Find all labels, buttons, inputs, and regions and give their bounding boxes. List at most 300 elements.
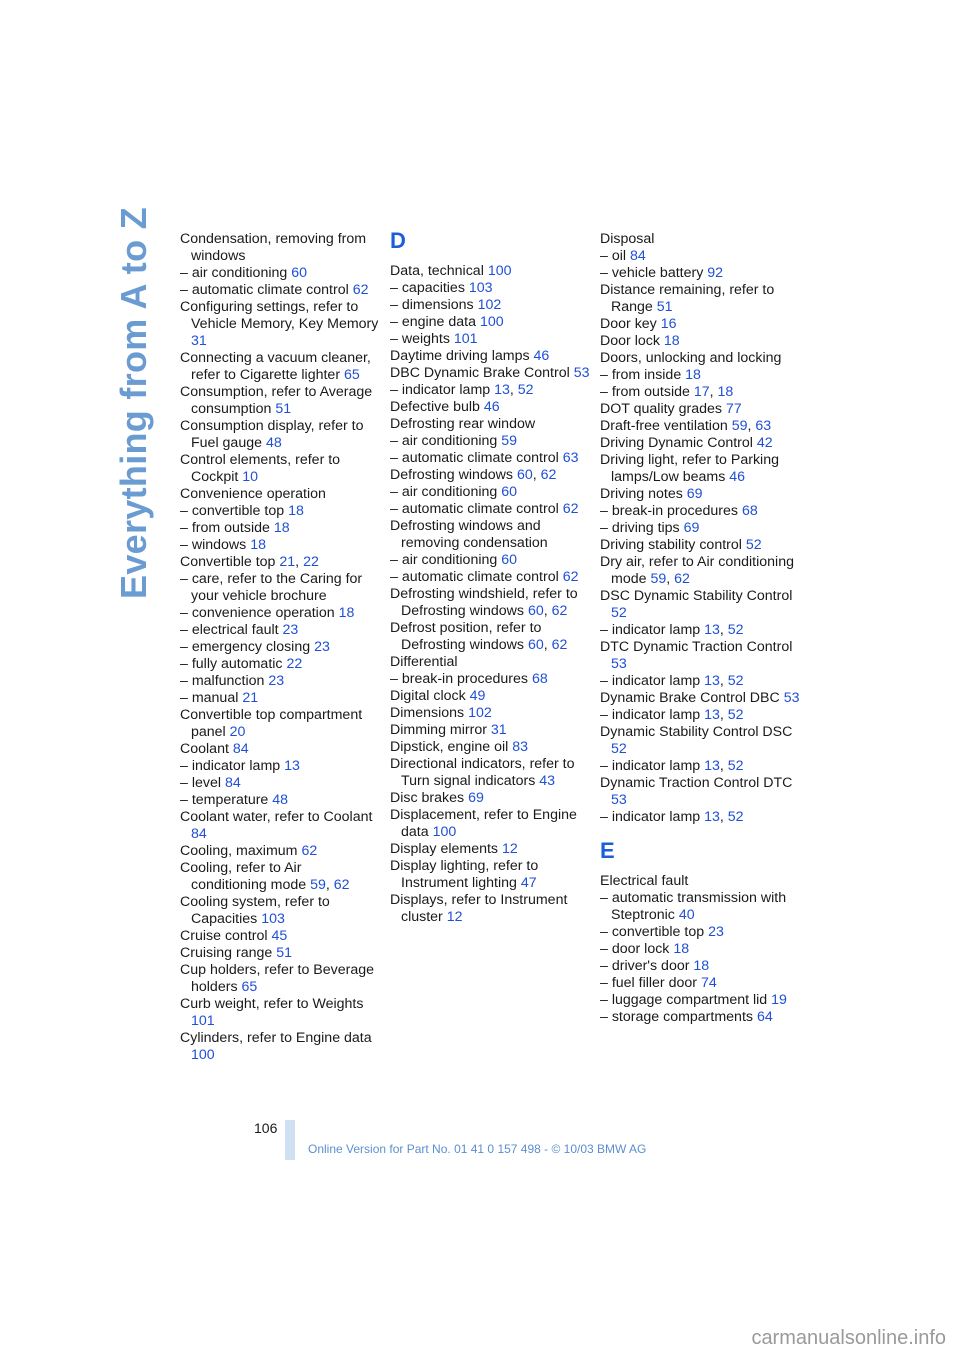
page-reference-link[interactable]: 45 <box>271 928 288 944</box>
index-entry <box>390 654 590 671</box>
page-reference-link[interactable]: 60 <box>291 265 307 281</box>
index-entry-text: Curb weight, refer to Weights <box>180 996 364 1012</box>
page-reference-link[interactable]: 62 <box>674 571 690 587</box>
index-entry-text: DOT quality grades <box>600 401 722 417</box>
page-reference-link[interactable]: 64 <box>756 1009 773 1025</box>
index-entry-text: – level <box>180 775 222 791</box>
page-reference-link[interactable]: 13 <box>704 758 720 774</box>
index-entry-text: – air conditioning <box>390 484 498 500</box>
page-reference-link[interactable]: 59 <box>310 877 326 893</box>
page-reference-link[interactable]: 102 <box>477 297 502 313</box>
index-entry <box>600 588 800 622</box>
page-reference-link[interactable]: 43 <box>539 773 556 789</box>
index-entry <box>390 739 590 756</box>
index-entry-text: Cooling system, refer to Capacities <box>180 894 330 927</box>
index-entry <box>390 399 590 416</box>
page-reference-link[interactable]: 101 <box>191 1013 215 1029</box>
page-reference-link[interactable]: 52 <box>727 758 744 774</box>
index-entry-text: Cruise control <box>180 928 268 944</box>
index-entry-text: Driving stability control <box>600 537 742 553</box>
page-reference-link[interactable]: 31 <box>490 722 507 738</box>
index-entry-text: Dynamic Stability Control DSC <box>600 724 793 740</box>
index-entry-text: – indicator lamp <box>600 809 701 825</box>
index-entry-text: – indicator lamp <box>600 707 701 723</box>
page-reference-link[interactable]: 53 <box>783 690 800 706</box>
page-reference-link[interactable]: 13 <box>704 622 720 638</box>
page-reference-link[interactable]: 63 <box>755 418 772 434</box>
index-entry-text: – engine data <box>390 314 476 330</box>
index-entry <box>390 501 590 518</box>
page-reference-link[interactable]: 19 <box>771 992 787 1008</box>
page-reference-link[interactable]: 18 <box>288 503 304 519</box>
index-entry-text: Cylinders, refer to Engine data <box>180 1030 372 1046</box>
index-entry-text: – air conditioning <box>390 433 498 449</box>
index-entry <box>390 365 590 382</box>
index-entry <box>180 758 380 775</box>
index-entry <box>390 790 590 807</box>
page-reference-link[interactable]: 23 <box>282 622 299 638</box>
index-entry-text: Cup holders, refer to Beverage holders <box>180 962 375 995</box>
page-reference-link[interactable]: 53 <box>573 365 590 381</box>
index-entry <box>600 992 800 1009</box>
index-entry-text: – automatic transmission with Steptronic <box>600 890 787 923</box>
page-reference-link[interactable]: 83 <box>512 739 529 755</box>
watermark: carmanualsonline.info <box>751 1327 946 1349</box>
index-entry-text: Dry air, refer to Air conditioning mode <box>600 554 794 587</box>
index-entry <box>180 843 380 860</box>
index-entry <box>180 792 380 809</box>
page-reference-link[interactable]: 52 <box>745 537 762 553</box>
index-entry-text: – vehicle battery <box>600 265 704 281</box>
index-entry-text: – luggage compartment lid <box>600 992 768 1008</box>
index-entry: – indicator lamp 13, 52 <box>600 673 744 689</box>
page-reference-link[interactable]: 48 <box>265 435 282 451</box>
index-entry <box>180 928 380 945</box>
footer-version-note: Online Version for Part No. 01 41 0 157 498 - © 10/03 BMW AG <box>308 1142 647 1156</box>
page-reference-link[interactable]: 12 <box>446 909 463 925</box>
page-reference-link[interactable]: 100 <box>487 263 512 279</box>
page-reference-link[interactable]: 60 <box>527 603 544 619</box>
page-reference-link[interactable]: 92 <box>707 265 724 281</box>
page-reference-link[interactable]: 13 <box>494 382 510 398</box>
index-entry-text: – from outside <box>180 520 270 536</box>
page-reference-link[interactable]: 31 <box>191 333 207 349</box>
index-entry <box>180 265 380 282</box>
index-entry-text: Defrosting rear window <box>390 416 536 432</box>
page-reference-link[interactable]: 52 <box>727 707 744 723</box>
page-reference-link[interactable]: 23 <box>268 673 285 689</box>
index-entry: Draft-free ventilation 59, 63 <box>600 418 772 434</box>
page-reference-link[interactable]: 51 <box>275 401 292 417</box>
index-entry <box>600 537 800 554</box>
index-entry-text: – automatic climate control <box>390 501 559 517</box>
page-reference-link[interactable]: 103 <box>468 280 493 296</box>
page-reference-link[interactable]: 13 <box>704 809 720 825</box>
page-number: 106 <box>254 1120 278 1136</box>
index-entry <box>390 722 590 739</box>
index-entry-text: Dimming mirror <box>390 722 487 738</box>
page-reference-link[interactable]: 59 <box>650 571 667 587</box>
index-entry-text: – convertible top <box>180 503 285 519</box>
index-entry-text: Daytime driving lamps <box>390 348 530 364</box>
index-entry-text: Door lock <box>600 333 660 349</box>
page-reference-link[interactable]: 65 <box>344 367 360 383</box>
index-entry <box>180 690 380 707</box>
index-entry <box>600 231 800 248</box>
index-entry-text: – indicator lamp <box>600 673 701 689</box>
page-reference-link[interactable]: 51 <box>656 299 673 315</box>
index-entry <box>180 639 380 656</box>
index-entry <box>390 688 590 705</box>
page-reference-link[interactable]: 22 <box>303 554 319 570</box>
page-reference-link[interactable]: 68 <box>531 671 548 687</box>
index-entry <box>180 741 380 758</box>
page-reference-link[interactable]: 16 <box>660 316 677 332</box>
page-reference-link[interactable]: 52 <box>727 809 744 825</box>
page-reference-link[interactable]: 22 <box>286 656 303 672</box>
page-reference-link[interactable]: 62 <box>551 637 568 653</box>
index-entry-text: – manual <box>180 690 239 706</box>
index-entry-text: Cooling, refer to Air conditioning mode <box>180 860 307 893</box>
index-entry-text: Defrosting windows <box>390 467 514 483</box>
index-entry: Defrost position, refer to Defrosting windows 60, 62 <box>390 620 568 653</box>
index-entry-text: Dipstick, engine oil <box>390 739 509 755</box>
page-reference-link[interactable]: 59 <box>501 433 517 449</box>
index-entry-text: – from outside <box>600 384 690 400</box>
index-entry <box>180 707 380 741</box>
index-entry: – indicator lamp 13, 52 <box>390 382 534 398</box>
index-entry-text: – fuel filler door <box>600 975 697 991</box>
page-reference-link[interactable]: 60 <box>501 484 517 500</box>
index-entry-text: – indicator lamp <box>390 382 491 398</box>
index-entry-text: – convertible top <box>600 924 705 940</box>
index-entry-text: – air conditioning <box>180 265 288 281</box>
page-reference-link[interactable]: 21 <box>242 690 259 706</box>
index-entry-text: Coolant water, refer to Coolant <box>180 809 373 825</box>
index-entry-text: Defrost position, refer to Defrosting windows <box>390 620 542 653</box>
index-entry <box>600 350 800 367</box>
page-reference-link[interactable]: 18 <box>673 941 690 957</box>
index-entry-text: Driving Dynamic Control <box>600 435 753 451</box>
index-entry <box>180 673 380 690</box>
page-reference-link[interactable]: 53 <box>611 792 627 808</box>
index-entry: – indicator lamp 13, 52 <box>600 707 744 723</box>
index-entry-text: – electrical fault <box>180 622 279 638</box>
page-reference-link[interactable]: 102 <box>468 705 492 721</box>
page-reference-link[interactable]: 18 <box>717 384 734 400</box>
page-reference-link[interactable]: 18 <box>693 958 710 974</box>
index-entry-text: – indicator lamp <box>600 758 701 774</box>
page-reference-link[interactable]: 65 <box>241 979 258 995</box>
index-entry: Defrosting windows 60, 62 <box>390 467 557 483</box>
page-reference-link[interactable]: 52 <box>727 622 744 638</box>
index-entry-text: Convenience operation <box>180 486 326 502</box>
index-entry <box>390 671 590 688</box>
index-entry <box>390 756 590 790</box>
page-reference-link[interactable]: 40 <box>678 907 695 923</box>
index-entry-text: Cruising range <box>180 945 273 961</box>
page-reference-link[interactable]: 18 <box>273 520 290 536</box>
index-entry <box>600 401 800 418</box>
page-reference-link[interactable]: 13 <box>704 707 720 723</box>
section-side-title <box>94 207 174 599</box>
index-entry-text: Defective bulb <box>390 399 480 415</box>
page-reference-link[interactable]: 59 <box>731 418 748 434</box>
index-entry <box>600 958 800 975</box>
index-entry <box>180 350 380 384</box>
index-entry-text: Draft-free ventilation <box>600 418 728 434</box>
footer-accent-bar <box>285 1120 295 1160</box>
index-entry <box>600 520 800 537</box>
index-entry <box>600 435 800 452</box>
page-reference-link[interactable]: 20 <box>229 724 246 740</box>
index-entry <box>390 263 590 280</box>
index-entry <box>390 892 590 926</box>
page-reference-link[interactable]: 21 <box>279 554 296 570</box>
page-reference-link[interactable]: 100 <box>479 314 504 330</box>
page-reference-link[interactable]: 62 <box>352 282 369 298</box>
page-reference-link[interactable]: 23 <box>708 924 724 940</box>
index-entry-text: Displays, refer to Instrument cluster <box>390 892 568 925</box>
index-entry: Dry air, refer to Air conditioning mode 59, 62 <box>600 554 794 587</box>
index-entry <box>390 569 590 586</box>
page-reference-link[interactable]: 52 <box>727 673 744 689</box>
index-entry-text: – air conditioning <box>390 552 498 568</box>
index-entry-text: – malfunction <box>180 673 265 689</box>
page-reference-link[interactable]: 84 <box>629 248 646 264</box>
index-entry-text: – temperature <box>180 792 269 808</box>
page-reference-link[interactable]: 100 <box>432 824 457 840</box>
page-reference-link[interactable]: 10 <box>242 469 259 485</box>
index-entry <box>600 890 800 924</box>
page-reference-link[interactable]: 69 <box>468 790 484 806</box>
index-entry-text: Dynamic Brake Control DBC <box>600 690 780 706</box>
index-entry-text: Disc brakes <box>390 790 465 806</box>
index-entry-text: – oil <box>600 248 627 264</box>
page-reference-link[interactable]: 23 <box>314 639 330 655</box>
page-reference-link[interactable]: 100 <box>191 1047 215 1063</box>
index-entry <box>390 314 590 331</box>
page-reference-link[interactable]: 69 <box>683 520 700 536</box>
page-reference-link[interactable]: 49 <box>469 688 486 704</box>
index-entry <box>390 518 590 552</box>
index-entry-text: DBC Dynamic Brake Control <box>390 365 570 381</box>
index-entry <box>390 416 590 433</box>
page-reference-link[interactable]: 62 <box>301 843 318 859</box>
index-entry-text: – door lock <box>600 941 670 957</box>
page-reference-link[interactable]: 62 <box>562 501 579 517</box>
index-entry-text: Display elements <box>390 841 499 857</box>
index-entry-text: Coolant <box>180 741 229 757</box>
page-reference-link[interactable]: 18 <box>685 367 701 383</box>
page-reference-link[interactable]: 62 <box>333 877 350 893</box>
index-entry <box>180 299 380 350</box>
index-entry-text: – convenience operation <box>180 605 335 621</box>
index-entry <box>600 975 800 992</box>
index-entry <box>180 503 380 520</box>
index-entry-text: Control elements, refer to Cockpit <box>180 452 341 485</box>
index-entry <box>180 384 380 418</box>
index-column-3 <box>600 231 800 1026</box>
page-reference-link[interactable]: 52 <box>517 382 534 398</box>
index-entry <box>390 348 590 365</box>
index-column-2 <box>390 229 590 926</box>
index-entry-text: Consumption, refer to Average consumption <box>180 384 373 417</box>
page-reference-link[interactable]: 101 <box>453 331 478 347</box>
page-reference-link[interactable]: 103 <box>261 911 285 927</box>
index-entry-text: – break-in procedures <box>600 503 739 519</box>
index-entry <box>600 503 800 520</box>
index-entry <box>390 433 590 450</box>
index-entry-text: Door key <box>600 316 657 332</box>
index-entry-text: Dynamic Traction Control DTC <box>600 775 793 791</box>
page-reference-link[interactable]: 62 <box>540 467 557 483</box>
index-entry-text: Dimensions <box>390 705 465 721</box>
index-entry <box>390 807 590 841</box>
index-entry <box>600 775 800 809</box>
page-reference-link[interactable]: 18 <box>338 605 355 621</box>
index-entry-text: Disposal <box>600 231 655 247</box>
page-reference-link[interactable]: 53 <box>611 656 627 672</box>
page-reference-link[interactable]: 52 <box>611 741 627 757</box>
index-entry <box>180 486 380 503</box>
index-entry <box>600 367 800 384</box>
index-entry: – indicator lamp 13, 52 <box>600 809 744 825</box>
index-entry-text: Convertible top compartment panel <box>180 707 363 740</box>
index-entry <box>600 282 800 316</box>
section-letter: E <box>600 838 615 863</box>
index-entry-text: Differential <box>390 654 458 670</box>
page-reference-link[interactable]: 69 <box>686 486 703 502</box>
index-entry-text: Consumption display, refer to Fuel gauge <box>180 418 364 451</box>
page-reference-link[interactable]: 47 <box>520 875 537 891</box>
index-entry-text: Electrical fault <box>600 873 689 889</box>
index-column-1 <box>180 231 380 1064</box>
page-reference-link[interactable]: 60 <box>527 637 544 653</box>
index-entry-text: Doors, unlocking and locking <box>600 350 782 366</box>
page-reference-link[interactable]: 74 <box>700 975 717 991</box>
page-reference-link[interactable]: 46 <box>483 399 500 415</box>
page-reference-link[interactable]: 13 <box>704 673 720 689</box>
page-reference-link[interactable]: 84 <box>224 775 241 791</box>
index-entry-text: Configuring settings, refer to Vehicle Memory, Key Memory <box>180 299 379 332</box>
index-entry-text: DSC Dynamic Stability Control <box>600 588 793 604</box>
index-entry <box>180 605 380 622</box>
index-entry <box>390 450 590 467</box>
index-entry <box>600 248 800 265</box>
index-entry-text: Directional indicators, refer to Turn signal indicators <box>390 756 575 789</box>
page-reference-link[interactable]: 51 <box>276 945 293 961</box>
index-entry <box>600 452 800 486</box>
page-reference-link[interactable]: 17 <box>693 384 710 400</box>
page-reference-link[interactable]: 12 <box>501 841 518 857</box>
index-entry-text: Defrosting windows and removing condensation <box>390 518 548 551</box>
index-entry <box>180 418 380 452</box>
index-entry-text: Display lighting, refer to Instrument lighting <box>390 858 539 891</box>
index-entry <box>180 1030 380 1064</box>
index-entry <box>180 537 380 554</box>
index-entry-text: – break-in procedures <box>390 671 529 687</box>
index-entry-text: Convertible top <box>180 554 276 570</box>
page-reference-link[interactable]: 46 <box>729 469 746 485</box>
page-reference-link[interactable]: 84 <box>232 741 249 757</box>
index-entry-text: Cooling, maximum <box>180 843 298 859</box>
index-entry <box>390 858 590 892</box>
index-entry-text: – capacities <box>390 280 465 296</box>
index-entry <box>180 282 380 299</box>
index-entry <box>390 841 590 858</box>
page-reference-link[interactable]: 18 <box>663 333 680 349</box>
index-entry-text: Condensation, removing from windows <box>180 231 367 264</box>
index-entry-text: – storage compartments <box>600 1009 753 1025</box>
index-entry-text: Distance remaining, refer to Range <box>600 282 775 315</box>
index-entry <box>180 945 380 962</box>
index-entry <box>600 941 800 958</box>
page-reference-link[interactable]: 52 <box>611 605 627 621</box>
index-entry <box>600 690 800 707</box>
index-entry-text: Displacement, refer to Engine data <box>390 807 577 840</box>
index-entry-text: – indicator lamp <box>180 758 281 774</box>
index-entry <box>180 962 380 996</box>
index-entry-text: – driver's door <box>600 958 690 974</box>
page-reference-link[interactable]: 46 <box>533 348 550 364</box>
index-entry <box>180 775 380 792</box>
side-title-text: Everything from A to Z <box>113 207 155 599</box>
index-entry <box>600 924 800 941</box>
index-entry-text: Data, technical <box>390 263 484 279</box>
page-reference-link[interactable]: 62 <box>551 603 568 619</box>
index-entry-text: Defrosting windshield, refer to Defrosting windows <box>390 586 578 619</box>
index-entry-text: Connecting a vacuum cleaner, refer to Cigarette lighter <box>180 350 371 383</box>
index-entry <box>390 705 590 722</box>
page-reference-link[interactable]: 42 <box>756 435 773 451</box>
index-entry <box>600 724 800 758</box>
index-entry-text: – driving tips <box>600 520 680 536</box>
index-entry <box>180 996 380 1030</box>
index-entry <box>180 622 380 639</box>
index-entry-text: Driving light, refer to Parking lamps/Low beams <box>600 452 779 485</box>
index-entry-text: – weights <box>390 331 450 347</box>
page-reference-link[interactable]: 63 <box>562 450 579 466</box>
index-entry-text: – emergency closing <box>180 639 311 655</box>
section-letter: D <box>390 228 406 253</box>
index-entry-text: – dimensions <box>390 297 474 313</box>
page-reference-link[interactable]: 60 <box>501 552 517 568</box>
index-entry-text: – windows <box>180 537 247 553</box>
index-entry <box>600 265 800 282</box>
index-entry <box>180 452 380 486</box>
page-reference-link[interactable]: 60 <box>516 467 533 483</box>
page-reference-link[interactable]: 77 <box>725 401 742 417</box>
page-reference-link[interactable]: 62 <box>562 569 579 585</box>
index-entry-text: – automatic climate control <box>390 450 559 466</box>
page-reference-link[interactable]: 68 <box>741 503 758 519</box>
index-entry <box>600 873 800 890</box>
index-entry <box>600 486 800 503</box>
index-entry <box>600 316 800 333</box>
index-entry <box>600 333 800 350</box>
page-reference-link[interactable]: 13 <box>284 758 300 774</box>
index-entry-text: DTC Dynamic Traction Control <box>600 639 793 655</box>
index-entry: Defrosting windshield, refer to Defrosting windows 60, 62 <box>390 586 578 619</box>
index-entry: Cooling, refer to Air conditioning mode 59, 62 <box>180 860 350 893</box>
page-reference-link[interactable]: 48 <box>272 792 289 808</box>
page-reference-link[interactable]: 18 <box>250 537 266 553</box>
index-entry: – indicator lamp 13, 52 <box>600 758 744 774</box>
page-reference-link[interactable]: 84 <box>191 826 207 842</box>
index-entry-text: Digital clock <box>390 688 466 704</box>
index-entry-text: – from inside <box>600 367 682 383</box>
